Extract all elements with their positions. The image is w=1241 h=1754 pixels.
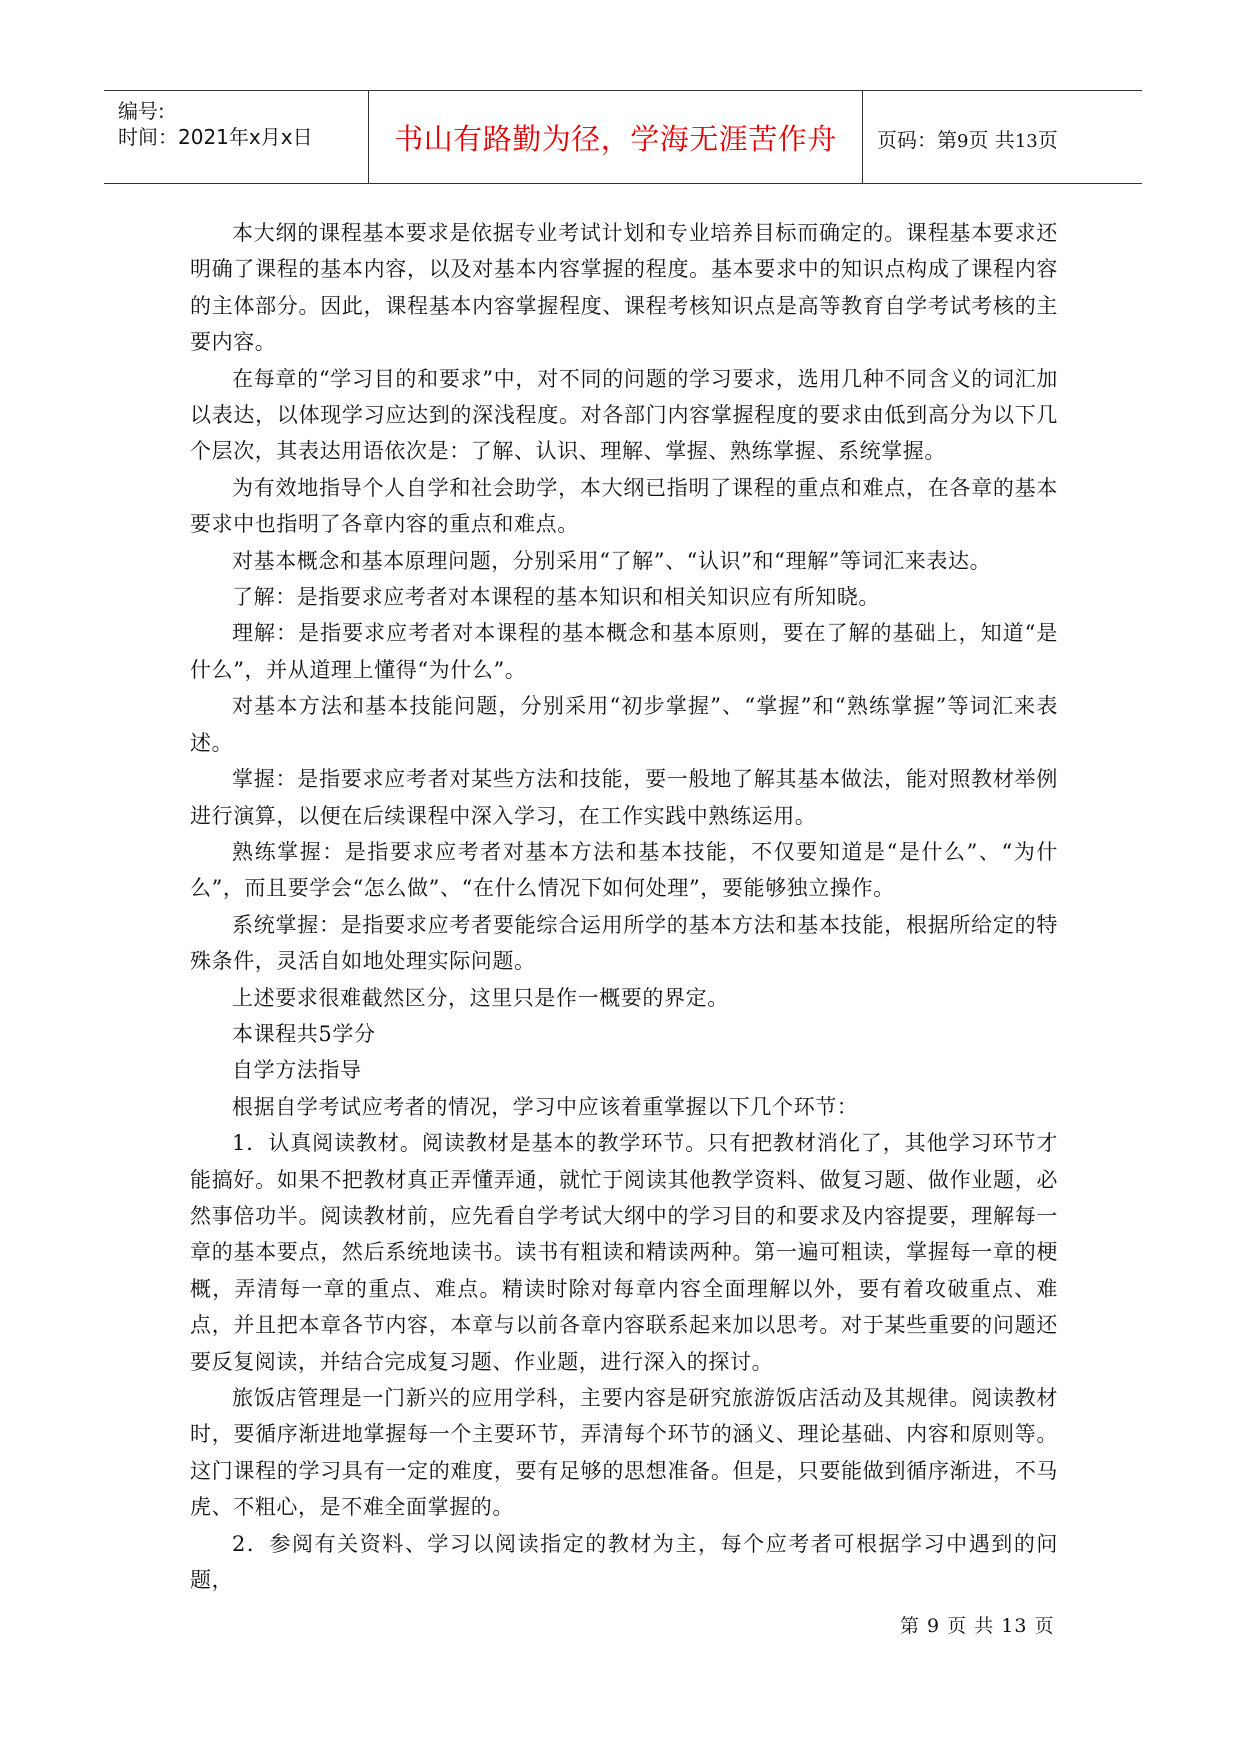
header-page-cell — [863, 91, 1142, 183]
header-motto-cell — [369, 91, 863, 183]
document-body — [190, 215, 1058, 1598]
paragraph: 自学方法指导 — [232, 1058, 362, 1083]
page-suffix: 页 — [1037, 128, 1058, 152]
paragraph: 系统掌握：是指要求应考者要能综合运用所学的基本方法和基本技能，根据所给定的特殊条件，灵活自如地处理实际问题。 — [190, 912, 1058, 974]
page-total: 13 — [1014, 131, 1038, 152]
page-number: 9 — [957, 131, 969, 152]
paragraph: 1．认真阅读教材。阅读教材是基本的教学环节。只有把教材消化了，其他学习环节才能搞好。如果不把教材真正弄懂弄通，就忙于阅读其他教学资料、做复习题、做作业题，必然事倍功半。阅读教材前，应先看自学考试大纲中的学习目的和要求及内容提要，理解每一章的基本要点，然后系统地读书。读书有粗读和精读两种。第一遍可粗读，掌握每一章的梗概，弄清每一章的重点、难点。精读时除对每章内容全面理解以外，要有着攻破重点、难点，并且把本章各节内容，本章与以前各章内容联系起来加以思考。对于某些重要的问题还要反复阅读，并结合完成复习题、作业题，进行深入的探讨。 — [190, 1131, 1058, 1374]
time-label: 时间：2021年x月x日 — [118, 125, 313, 149]
paragraph: 对基本概念和基本原理问题，分别采用“了解”、“认识”和“理解”等词汇来表达。 — [232, 548, 992, 573]
page-footer: 第 9 页 共 13 页 — [900, 1615, 1055, 1637]
paragraph: 上述要求很难截然区分，这里只是作一概要的界定。 — [232, 985, 729, 1010]
paragraph: 掌握：是指要求应考者对某些方法和技能，要一般地了解其基本做法，能对照教材举例进行演算，以便在后续课程中深入学习，在工作实践中熟练运用。 — [190, 767, 1058, 828]
motto-text: 书山有路勤为径，学海无涯苦作舟 — [394, 122, 837, 156]
page-mid: 页 共 — [968, 128, 1015, 152]
paragraph: 理解：是指要求应考者对本课程的基本概念和基本原则，要在了解的基础上，知道“是什么”，并从道理上懂得“为什么”。 — [190, 621, 1058, 682]
paragraph: 对基本方法和基本技能问题，分别采用“初步掌握”、“掌握”和“熟练掌握”等词汇来表述。 — [190, 694, 1058, 755]
paragraph: 为有效地指导个人自学和社会助学，本大纲已指明了课程的重点和难点，在各章的基本要求中也指明了各章内容的重点和难点。 — [190, 475, 1058, 537]
document-header — [104, 90, 1142, 184]
paragraph: 旅饭店管理是一门新兴的应用学科，主要内容是研究旅游饭店活动及其规律。阅读教材时，要循序渐进地掌握每一个主要环节，弄清每个环节的涵义、理论基础、内容和原则等。这门课程的学习具有一定的难度，要有足够的思想准备。但是，只要能做到循序渐进，不马虎、不粗心，是不难全面掌握的。 — [190, 1386, 1058, 1520]
paragraph: 了解：是指要求应考者对本课程的基本知识和相关知识应有所知晓。 — [232, 585, 880, 610]
paragraph: 本课程共5学分 — [232, 1021, 376, 1046]
paragraph: 在每章的“学习目的和要求”中，对不同的问题的学习要求，选用几种不同含义的词汇加以表达，以体现学习应达到的深浅程度。对各部门内容掌握程度的要求由低到高分为以下几个层次，其表达用语依次是：了解、认识、理解、掌握、熟练掌握、系统掌握。 — [190, 366, 1058, 464]
serial-label: 编号: — [118, 99, 165, 123]
page-code — [877, 124, 1058, 153]
paragraph: 根据自学考试应考者的情况，学习中应该着重掌握以下几个环节： — [232, 1094, 859, 1119]
header-meta-cell — [104, 91, 369, 183]
page-prefix: 页码：第 — [877, 128, 957, 152]
paragraph: 熟练掌握：是指要求应考者对基本方法和基本技能，不仅要知道是“是什么”、“为什么”，而且要学会“怎么做”、“在什么情况下如何处理”，要能够独立操作。 — [190, 839, 1058, 901]
paragraph: 本大纲的课程基本要求是依据专业考试计划和专业培养目标而确定的。课程基本要求还明确了课程的基本内容，以及对基本内容掌握的程度。基本要求中的知识点构成了课程内容的主体部分。因此，课程基本内容掌握程度、课程考核知识点是高等教育自学考试考核的主要内容。 — [190, 221, 1058, 355]
paragraph: 2．参阅有关资料、学习以阅读指定的教材为主，每个应考者可根据学习中遇到的问题， — [190, 1531, 1058, 1593]
